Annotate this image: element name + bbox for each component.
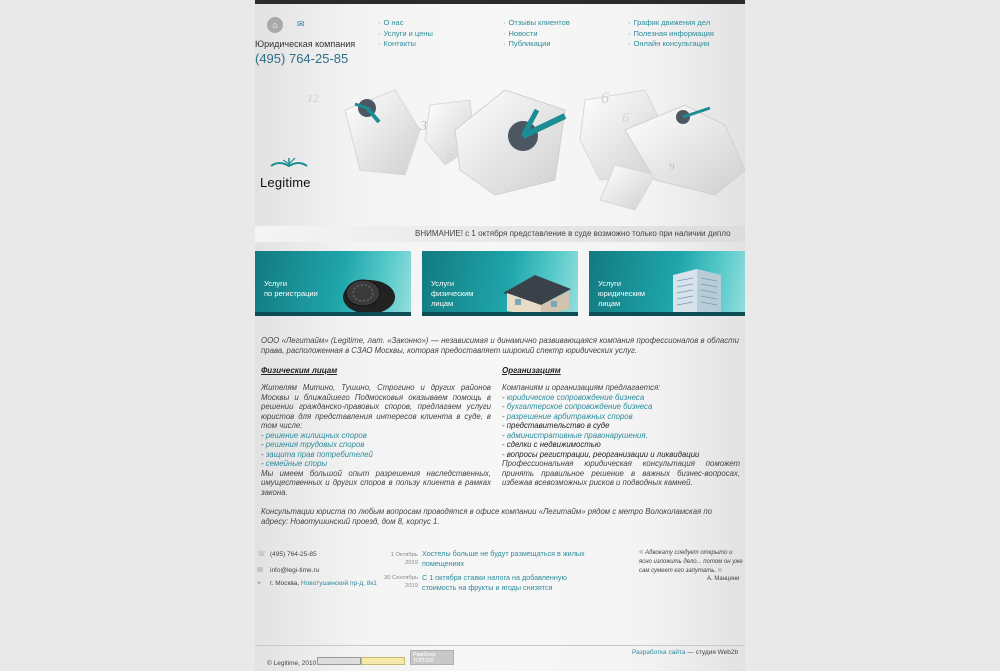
- footer-address: ⌖ г. Москва, Новотушинский пр-д, 8к1: [257, 580, 377, 587]
- clock-number-12: 12: [307, 91, 319, 105]
- news-date: 1 Октябрь 2019: [390, 552, 418, 566]
- site-logo[interactable]: Legitime: [260, 175, 311, 190]
- quote-open-icon: «: [639, 547, 644, 556]
- house-icon: [497, 271, 577, 316]
- copyright: © Legitime, 2010: [267, 660, 317, 667]
- rambler-top100-badge[interactable]: Рамблер ТОП100: [410, 650, 454, 665]
- home-icon[interactable]: ⌂: [267, 17, 283, 33]
- clock-number-6: 6: [601, 90, 609, 107]
- footer-phone: ☏ (495) 764-25-85: [257, 551, 317, 558]
- nav-online-consult[interactable]: Онлайн консультации: [633, 39, 710, 48]
- registration-issues: вопросы регистрации, реорганизации и ликвидации: [506, 449, 700, 459]
- organizations-text: Компаниям и организациям предлагается:: [502, 383, 661, 392]
- tile-registration-services[interactable]: [255, 251, 411, 316]
- real-estate-deals: сделки с недвижимостью: [506, 440, 601, 449]
- court-representation: представительство в суде: [506, 421, 610, 430]
- quote: « Адвокату следует открыто и ясно изложить дело... потом он уже сам сумеет его запутать. »: [639, 547, 743, 574]
- mail-icon[interactable]: ✉: [297, 19, 305, 29]
- top-nav-col-2: [503, 18, 570, 50]
- nav-reviews[interactable]: Отзывы клиентов: [508, 18, 570, 27]
- tile-base: [255, 312, 411, 316]
- individuals-text: Жителям Митино, Тушино, Строгино и других районов Москвы и ближайшего Подмосковья оказываем помощь в решении гражданско-правовых споров, предлагаем услуги юристов для представления интересов клиента в суде, в том числе:: [261, 383, 491, 430]
- office-address-text: Консультации юриста по любым вопросам проводятся в офисе компании «Легитайм» рядом с метро Волоколамская по адресу: Новотушинский проезд, дом 8, корпус 1.: [261, 507, 713, 526]
- tile-caption-individuals: Услуги физическим лицам: [431, 279, 474, 308]
- nav-about[interactable]: О нас: [383, 18, 404, 27]
- tile-individual-services[interactable]: [422, 251, 578, 316]
- nav-contacts[interactable]: Контакты: [383, 39, 416, 48]
- ticker-text: ВНИМАНИЕ! с 1 октября представление в суде возможно только при наличии дипло: [415, 229, 731, 238]
- page: [255, 0, 745, 671]
- link-administrative[interactable]: административные правонарушения,: [506, 430, 648, 440]
- nav-news[interactable]: Новости: [508, 28, 538, 38]
- developer-credit: Разработка сайта — студия Web2b: [632, 649, 739, 656]
- clock-number-6b: 6: [622, 111, 629, 126]
- visitor-counter[interactable]: [361, 657, 405, 665]
- tile-caption-legal-entities: Услуги юридическим лицам: [598, 279, 646, 308]
- organizations-column: Компаниям и организациям предлагается: - юридическое сопровождение бизнеса - бухгалтерское сопровождение бизнеса - разрешение арбитражных споров - представительство в суде - административные правонарушения, - сделки с недвижимостью - вопросы регистрации, реорганизации и ликвидации Профессиональная юридическая консультация поможет принять правильное решение в важных бизнес-вопросах, избежав всевозможных рисков и подводных камней.: [502, 383, 740, 487]
- nav-case-schedule[interactable]: График движения дел: [633, 18, 711, 27]
- link-accounting-support[interactable]: бухгалтерское сопровождение бизнеса: [506, 402, 653, 411]
- clock-number-3b: 3: [445, 151, 452, 166]
- clock-number-3: 3: [420, 119, 427, 134]
- tile-caption-registration: Услуги по регистрации: [264, 279, 318, 298]
- address-link[interactable]: Новотушинский пр-д, 8к1: [301, 580, 377, 587]
- stamp-icon: [339, 269, 399, 315]
- footer-email: ✉ info@legi-time.ru: [257, 567, 320, 574]
- tile-legal-entity-services[interactable]: [589, 251, 745, 316]
- individuals-text-2: Мы имеем большой опыт разрешения наследственных, имущественных и других споров в пользу клиента в рамках закона.: [261, 468, 491, 497]
- tile-base: [422, 312, 578, 316]
- visitor-counter[interactable]: [317, 657, 361, 665]
- office-building-icon: [667, 265, 727, 316]
- intro-text: ООО «Легитайм» (Legitime, лат. «Законно») — независимая и динамично развивающаяся компания профессионалов в области права, расположенная в СЗАО Москвы, которая предоставляет широкий спектр юридических услуг.: [261, 336, 739, 355]
- link-family-disputes[interactable]: семейные споры: [265, 459, 328, 468]
- footer-divider: [255, 645, 745, 646]
- hero-banner: [255, 70, 745, 220]
- location-icon: ⌖: [257, 580, 261, 587]
- link-business-support[interactable]: юридическое сопровождение бизнеса: [506, 392, 645, 402]
- link-arbitration[interactable]: разрешение арбитражных споров: [506, 411, 633, 421]
- heading-individuals: Физическим лицам: [261, 366, 338, 375]
- news-date: 30 Сентябрь 2019: [383, 575, 418, 589]
- news-item[interactable]: Хостелы больше не будут размещаться в жилых помещениях: [422, 549, 585, 568]
- nav-services-prices[interactable]: Услуги и цены: [383, 28, 433, 38]
- clock-number-9: 9: [669, 161, 675, 173]
- top-bar: [255, 0, 745, 4]
- news-ticker[interactable]: [255, 226, 745, 242]
- heading-organizations: Организациям: [502, 366, 561, 375]
- flying-clocks-illustration: [255, 70, 745, 220]
- developer-link[interactable]: Разработка сайта: [632, 649, 686, 656]
- nav-useful-info[interactable]: Полезная информация: [633, 28, 714, 38]
- phone-icon: ☏: [257, 551, 266, 558]
- top-nav-col-3: [628, 18, 714, 50]
- book-logo-icon: [269, 154, 309, 174]
- organizations-text-2: Профессиональная юридическая консультация поможет принять правильное решение в важных бизнес-вопросах, избежав всевозможных рисков и подводных камней.: [502, 459, 740, 487]
- company-type: Юридическая компания: [255, 39, 356, 49]
- header-phone: (495) 764-25-85: [255, 51, 349, 66]
- quote-author: А. Манцини: [707, 576, 740, 582]
- individuals-column: Жителям Митино, Тушино, Строгино и других районов Москвы и ближайшего Подмосковья оказываем помощь в решении гражданско-правовых споров, предлагаем услуги юристов для представления интересов клиента в суде, в том числе: - решение жилищных споров - решения трудовых споров - защита прав потребителей - семейные споры Мы имеем большой опыт разрешения наследственных, имущественных и других споров в пользу клиента в рамках закона.: [261, 383, 491, 497]
- nav-publications[interactable]: Публикации: [508, 39, 551, 48]
- link-consumer-rights[interactable]: защита прав потребителей: [265, 449, 373, 459]
- quote-close-icon: »: [717, 565, 723, 574]
- link-labor-disputes[interactable]: решения трудовых споров: [265, 440, 365, 449]
- mail-icon: ✉: [257, 567, 263, 574]
- link-housing-disputes[interactable]: решение жилищных споров: [265, 430, 367, 440]
- tile-base: [589, 312, 745, 316]
- top-nav-col-1: [378, 18, 433, 50]
- news-item[interactable]: С 1 октября ставки налога на добавленную стоимость на фрукты и ягоды снизятся: [422, 573, 567, 592]
